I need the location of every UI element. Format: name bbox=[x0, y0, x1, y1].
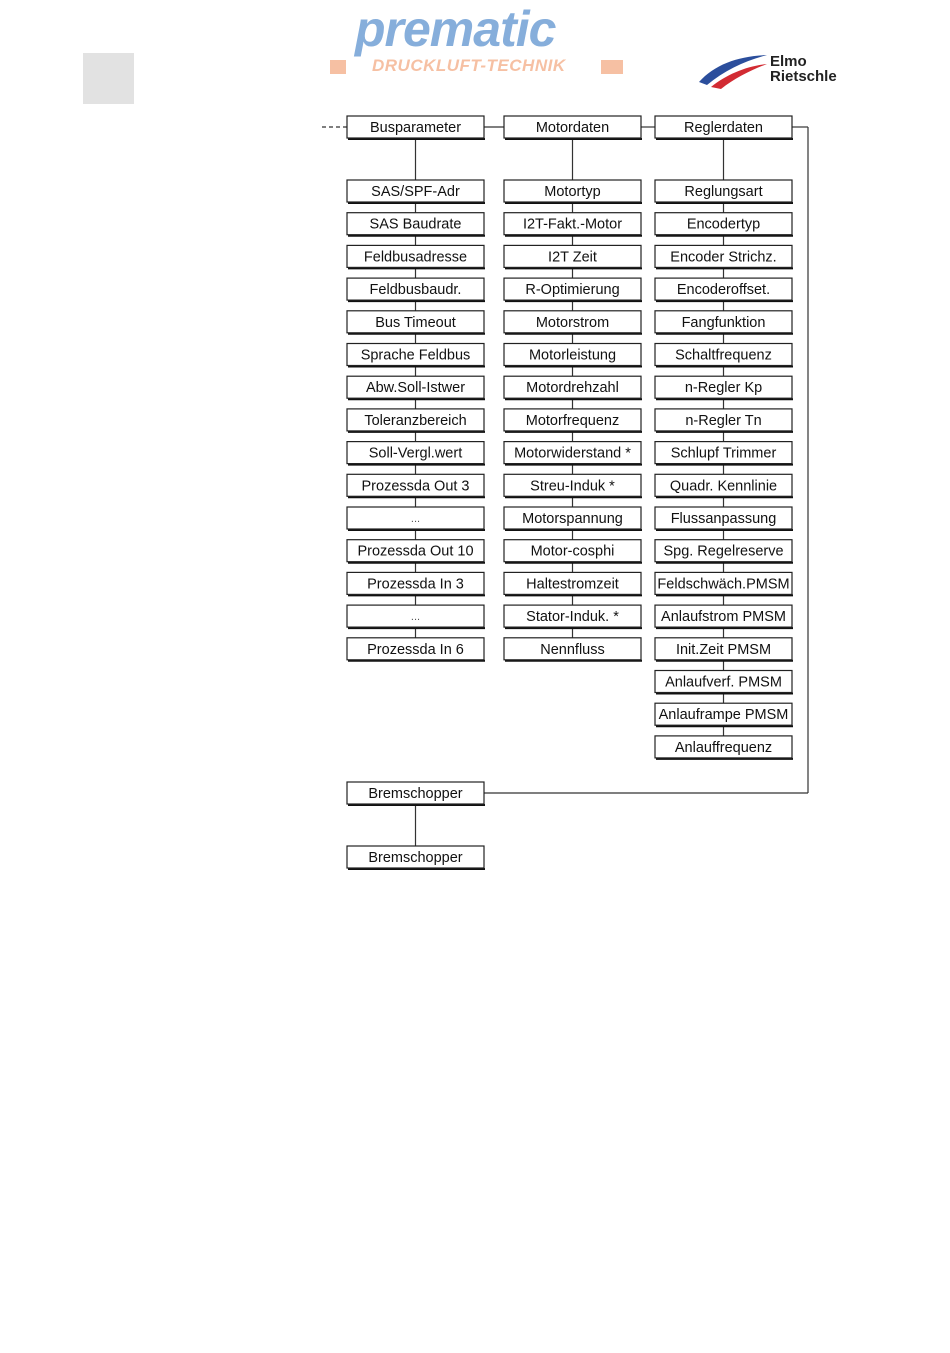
menu-item-motordaten bbox=[504, 311, 642, 334]
menu-item-reglerdaten bbox=[655, 409, 793, 432]
menu-item-motordaten-label: Haltestromzeit bbox=[526, 576, 619, 593]
menu-item-reglerdaten-label: Init.Zeit PMSM bbox=[675, 641, 772, 658]
prematic-logo-word: prematic bbox=[355, 1, 556, 57]
menu-item-busparameter-label: Toleranzbereich bbox=[364, 412, 467, 429]
menu-item-motordaten-label: Motorwiderstand * bbox=[514, 445, 631, 462]
header-motordaten bbox=[504, 116, 642, 139]
menu-item-reglerdaten-label: Encoder Strichz. bbox=[670, 249, 777, 266]
menu-item-busparameter bbox=[347, 245, 485, 268]
menu-item-reglerdaten bbox=[655, 278, 793, 301]
menu-item-motordaten bbox=[504, 605, 642, 628]
menu-item-reglerdaten bbox=[655, 474, 793, 497]
menu-item-busparameter bbox=[347, 278, 485, 301]
menu-item-motordaten-label: R-Optimierung bbox=[525, 282, 620, 299]
menu-item-reglerdaten bbox=[655, 245, 793, 268]
prematic-logo-tagline: DRUCKLUFT-TECHNIK bbox=[372, 56, 566, 75]
menu-item-reglerdaten bbox=[655, 605, 793, 628]
menu-item-reglerdaten bbox=[655, 540, 793, 563]
menu-item-motordaten bbox=[504, 344, 642, 367]
menu-item-reglerdaten bbox=[655, 638, 793, 661]
menu-item-busparameter bbox=[347, 213, 485, 236]
menu-item-busparameter-label: Abw.Soll-Istwer bbox=[365, 380, 466, 397]
menu-item-reglerdaten-label: Quadr. Kennlinie bbox=[669, 478, 778, 495]
menu-item-busparameter-label: ... bbox=[410, 513, 421, 525]
menu-item-motordaten-label: Motorspannung bbox=[522, 511, 623, 527]
menu-item-reglerdaten bbox=[655, 703, 793, 726]
menu-item-motordaten bbox=[504, 507, 642, 530]
menu-item-busparameter bbox=[347, 572, 485, 595]
menu-item-motordaten-label: Motorleistung bbox=[528, 347, 617, 364]
menu-item-reglerdaten-label: n-Regler Tn bbox=[685, 412, 762, 429]
menu-item-bremschopper-label: Bremschopper bbox=[368, 850, 463, 866]
menu-item-busparameter bbox=[347, 442, 485, 465]
menu-item-reglerdaten-label: Encodertyp bbox=[686, 216, 761, 233]
header-motordaten-label: Motordaten bbox=[535, 120, 610, 136]
menu-item-reglerdaten-label: Flussanpassung bbox=[670, 511, 777, 527]
menu-item-busparameter-label: Feldbusadresse bbox=[363, 249, 468, 266]
menu-item-reglerdaten-label: Anlaufstrom PMSM bbox=[661, 609, 786, 626]
menu-item-motordaten-label: Motorstrom bbox=[535, 314, 610, 331]
menu-item-motordaten-label: Stator-Induk. * bbox=[526, 609, 619, 626]
menu-item-motordaten bbox=[504, 180, 642, 203]
header-reglerdaten-label: Reglerdaten bbox=[684, 120, 763, 136]
menu-item-motordaten bbox=[504, 572, 642, 595]
menu-item-reglerdaten bbox=[655, 180, 793, 203]
menu-item-busparameter bbox=[347, 540, 485, 563]
menu-item-bremschopper bbox=[347, 846, 485, 869]
menu-item-busparameter-label: Prozessda In 6 bbox=[367, 641, 464, 658]
menu-item-motordaten bbox=[504, 638, 642, 661]
menu-item-reglerdaten bbox=[655, 507, 793, 530]
menu-item-busparameter-label: Sprache Feldbus bbox=[360, 347, 471, 364]
menu-item-motordaten bbox=[504, 540, 642, 563]
menu-item-motordaten bbox=[504, 474, 642, 497]
menu-item-motordaten bbox=[504, 213, 642, 236]
menu-item-busparameter bbox=[347, 376, 485, 399]
menu-item-busparameter-label: Soll-Vergl.wert bbox=[368, 445, 463, 462]
menu-item-busparameter bbox=[347, 474, 485, 497]
elmo-name-line2: Rietschle bbox=[770, 68, 837, 85]
menu-item-reglerdaten-label: Encoderoffset. bbox=[676, 282, 771, 299]
menu-item-reglerdaten-label: Anlaufverf. PMSM bbox=[665, 674, 782, 691]
menu-item-motordaten bbox=[504, 376, 642, 399]
menu-item-motordaten bbox=[504, 409, 642, 432]
header-bremschopper-label: Bremschopper bbox=[368, 786, 463, 802]
menu-item-reglerdaten bbox=[655, 736, 793, 759]
menu-item-busparameter bbox=[347, 409, 485, 432]
header-reglerdaten bbox=[655, 116, 793, 139]
menu-item-busparameter-label: Bus Timeout bbox=[375, 314, 456, 331]
header-busparameter bbox=[347, 116, 485, 139]
header-bremschopper bbox=[347, 782, 485, 805]
menu-item-reglerdaten bbox=[655, 572, 793, 595]
menu-item-busparameter bbox=[347, 507, 485, 530]
menu-item-busparameter-label: SAS/SPF-Adr bbox=[371, 184, 460, 200]
menu-item-busparameter bbox=[347, 344, 485, 367]
menu-item-reglerdaten-label: Anlauffrequenz bbox=[674, 739, 773, 756]
menu-item-busparameter-label: SAS Baudrate bbox=[369, 216, 462, 233]
menu-item-reglerdaten-label: Feldschwäch.PMSM bbox=[657, 576, 790, 593]
menu-item-motordaten bbox=[504, 442, 642, 465]
menu-item-reglerdaten bbox=[655, 344, 793, 367]
menu-item-motordaten-label: Streu-Induk * bbox=[530, 478, 615, 495]
menu-item-busparameter bbox=[347, 638, 485, 661]
menu-item-motordaten bbox=[504, 278, 642, 301]
menu-item-reglerdaten bbox=[655, 311, 793, 334]
menu-item-reglerdaten bbox=[655, 376, 793, 399]
menu-item-reglerdaten bbox=[655, 671, 793, 694]
menu-item-reglerdaten-label: Schaltfrequenz bbox=[675, 347, 772, 364]
menu-item-reglerdaten bbox=[655, 442, 793, 465]
menu-item-reglerdaten-label: Reglungsart bbox=[684, 184, 763, 200]
menu-item-reglerdaten-label: n-Regler Kp bbox=[684, 380, 763, 397]
menu-item-motordaten-label: Motortyp bbox=[544, 184, 601, 200]
menu-item-busparameter-label: Feldbusbaudr. bbox=[369, 282, 462, 299]
menu-item-reglerdaten-label: Schlupf Trimmer bbox=[670, 445, 777, 462]
menu-item-reglerdaten bbox=[655, 213, 793, 236]
menu-item-reglerdaten-label: Spg. Regelreserve bbox=[663, 543, 784, 560]
menu-item-reglerdaten-label: Anlauframpe PMSM bbox=[658, 707, 789, 724]
menu-item-motordaten-label: I2T-Fakt.-Motor bbox=[522, 216, 623, 233]
menu-item-motordaten bbox=[504, 245, 642, 268]
menu-item-motordaten-label: Motordrehzahl bbox=[526, 380, 619, 397]
menu-item-busparameter-label: Prozessda In 3 bbox=[367, 576, 464, 593]
header-busparameter-label: Busparameter bbox=[369, 120, 462, 136]
menu-item-busparameter-label: ... bbox=[410, 611, 421, 624]
menu-item-reglerdaten-label: Fangfunktion bbox=[681, 314, 766, 331]
menu-item-motordaten-label: I2T Zeit bbox=[548, 249, 597, 266]
elmo-name-line1: Elmo bbox=[770, 53, 807, 70]
menu-item-busparameter bbox=[347, 605, 485, 628]
menu-item-busparameter bbox=[347, 311, 485, 334]
menu-item-busparameter-label: Prozessda Out 10 bbox=[357, 543, 474, 560]
menu-item-motordaten-label: Motorfrequenz bbox=[525, 412, 620, 429]
menu-item-busparameter bbox=[347, 180, 485, 203]
menu-item-busparameter-label: Prozessda Out 3 bbox=[361, 478, 470, 495]
menu-item-motordaten-label: Nennfluss bbox=[540, 641, 605, 658]
menu-item-motordaten-label: Motor-cosphi bbox=[530, 543, 615, 560]
